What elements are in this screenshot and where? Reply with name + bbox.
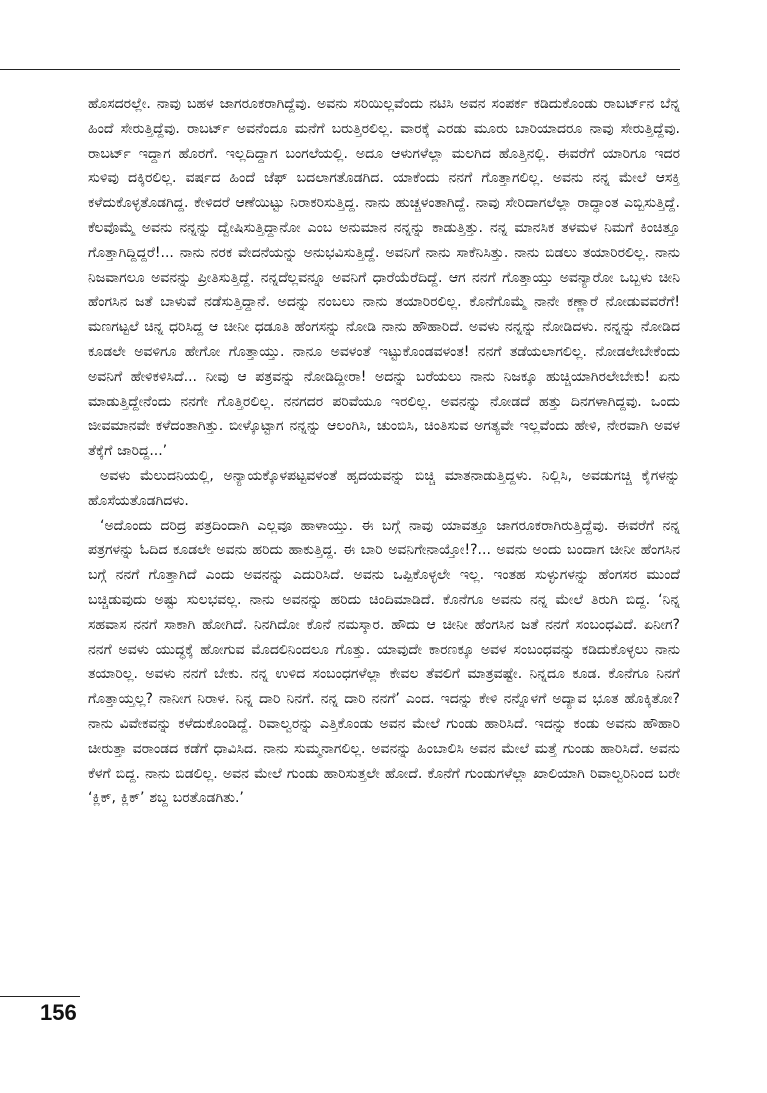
footer-rule xyxy=(0,996,80,997)
page-number: 156 xyxy=(40,1000,77,1025)
paragraph-3: ‘ಅದೊಂದು ದರಿದ್ರ ಪತ್ರದಿಂದಾಗಿ ಎಲ್ಲವೂ ಹಾಳಾಯ್ತು. ಈ ಬಗ್ಗೆ ನಾವು ಯಾವತ್ತೂ ಜಾಗರೂಕರಾಗಿರುತ್ತಿದ್ದೆವು. ಈವರೆಗೆ ನನ್ನ ಪತ್ರಗಳನ್ನು ಓದಿದ ಕೂಡಲೇ ಅವನು ಹರಿದು ಹಾಕುತ್ತಿದ್ದ. ಈ ಬಾರಿ ಅವನಿಗೇನಾಯ್ತೋ!?... ಅವನು ಅಂದು ಬಂದಾಗ ಚೀನೀ ಹೆಂಗಸಿನ ಬಗ್ಗೆ ನನಗೆ ಗೊತ್ತಾಗಿದೆ ಎಂದು ಅವನನ್ನು ಎದುರಿಸಿದೆ. ಅವನು ಒಪ್ಪಿಕೊಳ್ಳಲೇ ಇಲ್ಲ. ಇಂತಹ ಸುಳ್ಳುಗಳನ್ನು ಹೆಂಗಸರ ಮುಂದೆ ಬಚ್ಚಿಡುವುದು ಅಷ್ಟು ಸುಲಭವಲ್ಲ. ನಾನು ಅವನನ್ನು ಹರಿದು ಚಿಂದಿಮಾಡಿದೆ. ಕೊನೆಗೂ ಅವನು ನನ್ನ ಮೇಲೆ ತಿರುಗಿ ಬಿದ್ದ. ‘ನಿನ್ನ ಸಹವಾಸ ನನಗೆ ಸಾಕಾಗಿ ಹೋಗಿದೆ. ನಿನಗಿದೋ ಕೊನೆ ನಮಸ್ಕಾರ. ಹೌದು ಆ ಚೀನೀ ಹೆಂಗಸಿನ ಜತೆ ನನಗೆ ಸಂಬಂಧವಿದೆ. ಏನೀಗ? ನನಗೆ ಅವಳು ಯುದ್ಧಕ್ಕೆ ಹೋಗುವ ಮೊದಲಿನಿಂದಲೂ ಗೊತ್ತು. ಯಾವುದೇ ಕಾರಣಕ್ಕೂ ಅವಳ ಸಂಬಂಧವನ್ನು ಕಡಿದುಕೊಳ್ಳಲು ನಾನು ತಯಾರಿಲ್ಲ. ಅವಳು ನನಗೆ ಬೇಕು. ನನ್ನ ಉಳಿದ ಸಂಬಂಧಗಳೆಲ್ಲಾ ಕೇವಲ ತೆವಲಿಗೆ ಮಾತ್ರವಷ್ಟೇ. ನಿನ್ನದೂ ಕೂಡ. ಕೊನೆಗೂ ನಿನಗೆ ಗೊತ್ತಾಯ್ತಲ್ಲ? ನಾನೀಗ ನಿರಾಳ. ನಿನ್ನ ದಾರಿ ನಿನಗೆ. ನನ್ನ ದಾರಿ ನನಗೆ’ ಎಂದ. ಇದನ್ನು ಕೇಳಿ ನನ್ನೊಳಗೆ ಅದ್ಯಾವ ಭೂತ ಹೊಕ್ಕಿತೋ? ನಾನು ವಿವೇಕವನ್ನು ಕಳೆದುಕೊಂಡಿದ್ದೆ. ರಿವಾಲ್ವರನ್ನು ಎತ್ತಿಕೊಂಡು ಅವನ ಮೇಲೆ ಗುಂಡು ಹಾರಿಸಿದೆ. ಇದನ್ನು ಕಂಡು ಅವನು ಹೌಹಾರಿ ಚೀರುತ್ತಾ ವರಾಂಡದ ಕಡೆಗೆ ಧಾವಿಸಿದ. ನಾನು ಸುಮ್ಮನಾಗಲಿಲ್ಲ. ಅವನನ್ನು ಹಿಂಬಾಲಿಸಿ ಅವನ ಮೇಲೆ ಮತ್ತೆ ಗುಂಡು ಹಾರಿಸಿದೆ. ಅವನು ಕೆಳಗೆ ಬಿದ್ದ. ನಾನು ಬಿಡಲಿಲ್ಲ. ಅವನ ಮೇಲೆ ಗುಂಡು ಹಾರಿಸುತ್ತಲೇ ಹೋದೆ. ಕೊನೆಗೆ ಗುಂಡುಗಳೆಲ್ಲಾ ಖಾಲಿಯಾಗಿ ರಿವಾಲ್ವರಿನಿಂದ ಬರೇ ‘ಕ್ಲಿಕ್, ಕ್ಲಿಕ್’ ಶಬ್ದ ಬರತೊಡಗಿತು.’ xyxy=(88,517,680,807)
paragraph-2: ಅವಳು ಮೆಲುದನಿಯಲ್ಲಿ, ಅನ್ಯಾಯಕ್ಕೊಳಪಟ್ಟವಳಂತೆ ಹೃದಯವನ್ನು ಬಿಚ್ಚಿ ಮಾತನಾಡುತ್ತಿದ್ದಳು. ನಿಲ್ಲಿಸಿ, ಅವಡುಗಚ್ಚಿ ಕೈಗಳನ್ನು ಹೊಸೆಯತೊಡಗಿದಳು. xyxy=(88,467,680,509)
header-rule xyxy=(0,69,680,70)
paragraph-1: ಹೊಸದರಲ್ಲೇ. ನಾವು ಬಹಳ ಜಾಗರೂಕರಾಗಿದ್ದೆವು. ಅವನು ಸರಿಯಿಲ್ಲವೆಂದು ನಟಿಸಿ ಅವನ ಸಂಪರ್ಕ ಕಡಿದುಕೊಂಡು ರಾಬರ್ಟ್‌ನ ಬೆನ್ನ ಹಿಂದೆ ಸೇರುತ್ತಿದ್ದೆವು. ರಾಬರ್ಟ್ ಅವನೆಂದೂ ಮನೆಗೆ ಬರುತ್ತಿರಲಿಲ್ಲ. ವಾರಕ್ಕೆ ಎರಡು ಮೂರು ಬಾರಿಯಾದರೂ ನಾವು ಸೇರುತ್ತಿದ್ದೆವು. ರಾಬರ್ಟ್ ಇದ್ದಾಗ ಹೊರಗೆ. ಇಲ್ಲದಿದ್ದಾಗ ಬಂಗಲೆಯಲ್ಲಿ. ಅದೂ ಆಳುಗಳೆಲ್ಲಾ ಮಲಗಿದ ಹೊತ್ತಿನಲ್ಲಿ. ಈವರೆಗೆ ಯಾರಿಗೂ ಇದರ ಸುಳಿವು ದಕ್ಕಿರಲಿಲ್ಲ. ವರ್ಷದ ಹಿಂದೆ ಜೆಫ್ ಬದಲಾಗತೊಡಗಿದ. ಯಾಕೆಂದು ನನಗೆ ಗೊತ್ತಾಗಲಿಲ್ಲ. ಅವನು ನನ್ನ ಮೇಲೆ ಆಸಕ್ತಿ ಕಳೆದುಕೊಳ್ಳತೊಡಗಿದ್ದ. ಕೇಳಿದರೆ ಆಣೆಯಿಟ್ಟು ನಿರಾಕರಿಸುತ್ತಿದ್ದ. ನಾನು ಹುಚ್ಚಳಂತಾಗಿದ್ದೆ. ನಾವು ಸೇರಿದಾಗಲೆಲ್ಲಾ ರಾದ್ಧಾಂತ ಎಬ್ಬಿಸುತ್ತಿದ್ದೆ. ಕೆಲವೊಮ್ಮೆ ಅವನು ನನ್ನನ್ನು ದ್ವೇಷಿಸುತ್ತಿದ್ದಾನೋ ಎಂಬ ಅನುಮಾನ ನನ್ನನ್ನು ಕಾಡುತ್ತಿತ್ತು. ನನ್ನ ಮಾನಸಿಕ ತಳಮಳ ನಿಮಗೆ ಕಿಂಚಿತ್ತೂ ಗೊತ್ತಾಗಿದ್ದಿದ್ದರೆ!... ನಾನು ನರಕ ವೇದನೆಯನ್ನು ಅನುಭವಿಸುತ್ತಿದ್ದೆ. ಅವನಿಗೆ ನಾನು ಸಾಕೆನಿಸಿತ್ತು. ನಾನು ಬಿಡಲು ತಯಾರಿರಲಿಲ್ಲ. ನಾನು ನಿಜವಾಗಲೂ ಅವನನ್ನು ಪ್ರೀತಿಸುತ್ತಿದ್ದೆ. ನನ್ನದೆಲ್ಲವನ್ನೂ ಅವನಿಗೆ ಧಾರೆಯೆರೆದಿದ್ದೆ. ಆಗ ನನಗೆ ಗೊತ್ತಾಯ್ತು ಅವನ್ಯಾರೋ ಒಬ್ಬಳು ಚೀನಿ ಹೆಂಗಸಿನ ಜತೆ ಬಾಳುವೆ ನಡೆಸುತ್ತಿದ್ದಾನೆ. ಅದನ್ನು ನಂಬಲು ನಾನು ತಯಾರಿರಲಿಲ್ಲ. ಕೊನೆಗೊಮ್ಮೆ ನಾನೇ ಕಣ್ಣಾರೆ ನೋಡುವವರೆಗೆ! ಮಣಗಟ್ಟಲೆ ಚಿನ್ನ ಧರಿಸಿದ್ದ ಆ ಚೀನೀ ಧಡೂತಿ ಹೆಂಗಸನ್ನು ನೋಡಿ ನಾನು ಹೌಹಾರಿದೆ. ಅವಳು ನನ್ನನ್ನು ನೋಡಿದಳು. ನನ್ನನ್ನು ನೋಡಿದ ಕೂಡಲೇ ಅವಳಿಗೂ ಹೇಗೋ ಗೊತ್ತಾಯ್ತು. ನಾನೂ ಅವಳಂತೆ ಇಟ್ಟುಕೊಂಡವಳಂತ! ನನಗೆ ತಡೆಯಲಾಗಲಿಲ್ಲ. ನೋಡಲೇಬೇಕೆಂದು ಅವನಿಗೆ ಹೇಳಿಕಳಿಸಿದೆ... ನೀವು ಆ ಪತ್ರವನ್ನು ನೋಡಿದ್ದೀರಾ! ಅದನ್ನು ಬರೆಯಲು ನಾನು ನಿಜಕ್ಕೂ ಹುಚ್ಚಿಯಾಗಿರಲೇಬೇಕು! ಏನು ಮಾಡುತ್ತಿದ್ದೇನೆಂದು ನನಗೇ ಗೊತ್ತಿರಲಿಲ್ಲ. ನನಗದರ ಪರಿವೆಯೂ ಇರಲಿಲ್ಲ. ಅವನನ್ನು ನೋಡದೆ ಹತ್ತು ದಿನಗಳಾಗಿದ್ದವು. ಒಂದು ಜೀವಮಾನವೇ ಕಳೆದಂತಾಗಿತ್ತು. ಬೀಳ್ಕೊಟ್ಟಾಗ ನನ್ನನ್ನು ಆಲಂಗಿಸಿ, ಚುಂಬಿಸಿ, ಚಿಂತಿಸುವ ಅಗತ್ಯವೇ ಇಲ್ಲವೆಂದು ಹೇಳಿ, ನೇರವಾಗಿ ಅವಳ ತೆಕ್ಕೆಗೆ ಜಾರಿದ್ದ...’ xyxy=(88,96,680,460)
body-text xyxy=(88,92,680,992)
